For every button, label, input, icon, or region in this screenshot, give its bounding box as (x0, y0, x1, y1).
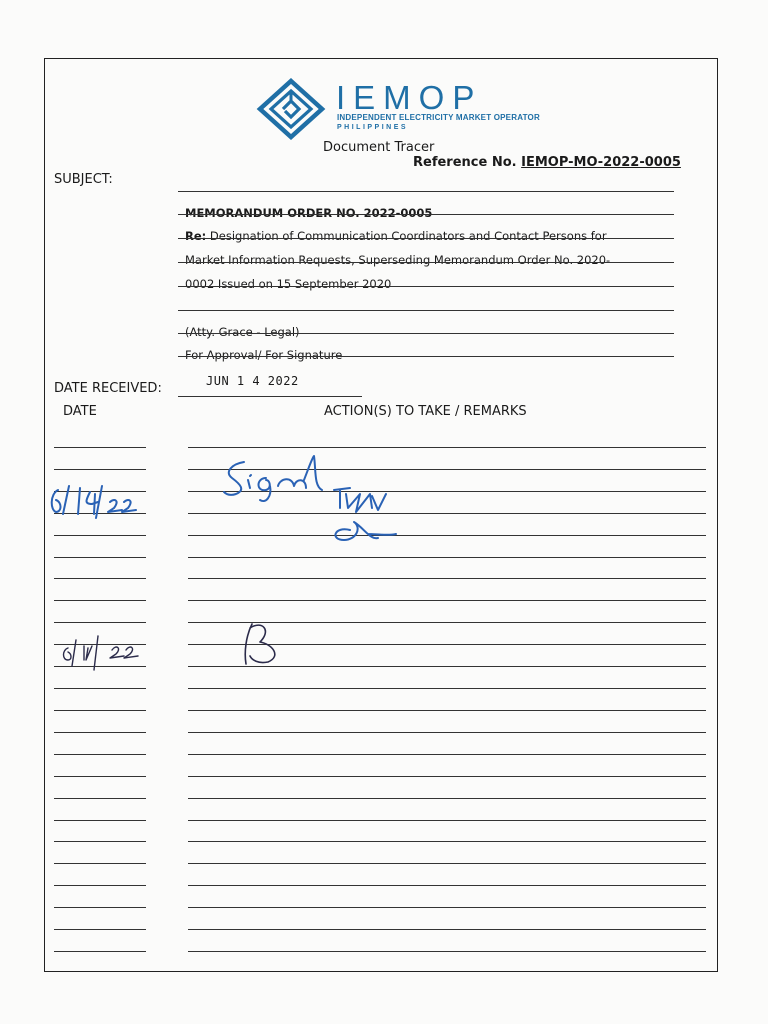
subject-re-line-3: 0002 Issued on 15 September 2020 (185, 276, 392, 291)
handwritten-date-1 (52, 486, 136, 518)
date-received-stamp: JUN 1 4 2022 (206, 374, 299, 388)
subject-label: SUBJECT: (54, 172, 113, 187)
remarks-column-header: ACTION(S) TO TAKE / REMARKS (324, 404, 527, 419)
subject-purpose: For Approval/ For Signature (185, 347, 343, 362)
re-text: Designation of Communication Coordinators and Contact Persons for (209, 228, 607, 243)
reference-label: Reference No. (413, 155, 517, 170)
re-label: Re: (185, 228, 207, 243)
date-received-label: DATE RECEIVED: (54, 381, 162, 396)
subject-person: (Atty. Grace - Legal) (185, 324, 300, 339)
brand-country: PHILIPPINES (337, 124, 409, 131)
document-title: Document Tracer (323, 140, 435, 155)
handwritten-date-2 (64, 636, 139, 670)
memo-title: MEMORANDUM ORDER NO. 2022-0005 (185, 205, 433, 220)
brand-tagline: INDEPENDENT ELECTRICITY MARKET OPERATOR (337, 113, 540, 122)
date-column-header: DATE (63, 404, 97, 419)
subject-re-line-2: Market Information Requests, Superseding Memorandum Order No. 2020- (185, 252, 611, 267)
reference-number: IEMOP-MO-2022-0005 (521, 155, 681, 170)
brand-wordmark: IEMOP (336, 79, 483, 116)
handwritten-remark-signed (224, 456, 396, 540)
handwritten-initial (245, 624, 275, 664)
